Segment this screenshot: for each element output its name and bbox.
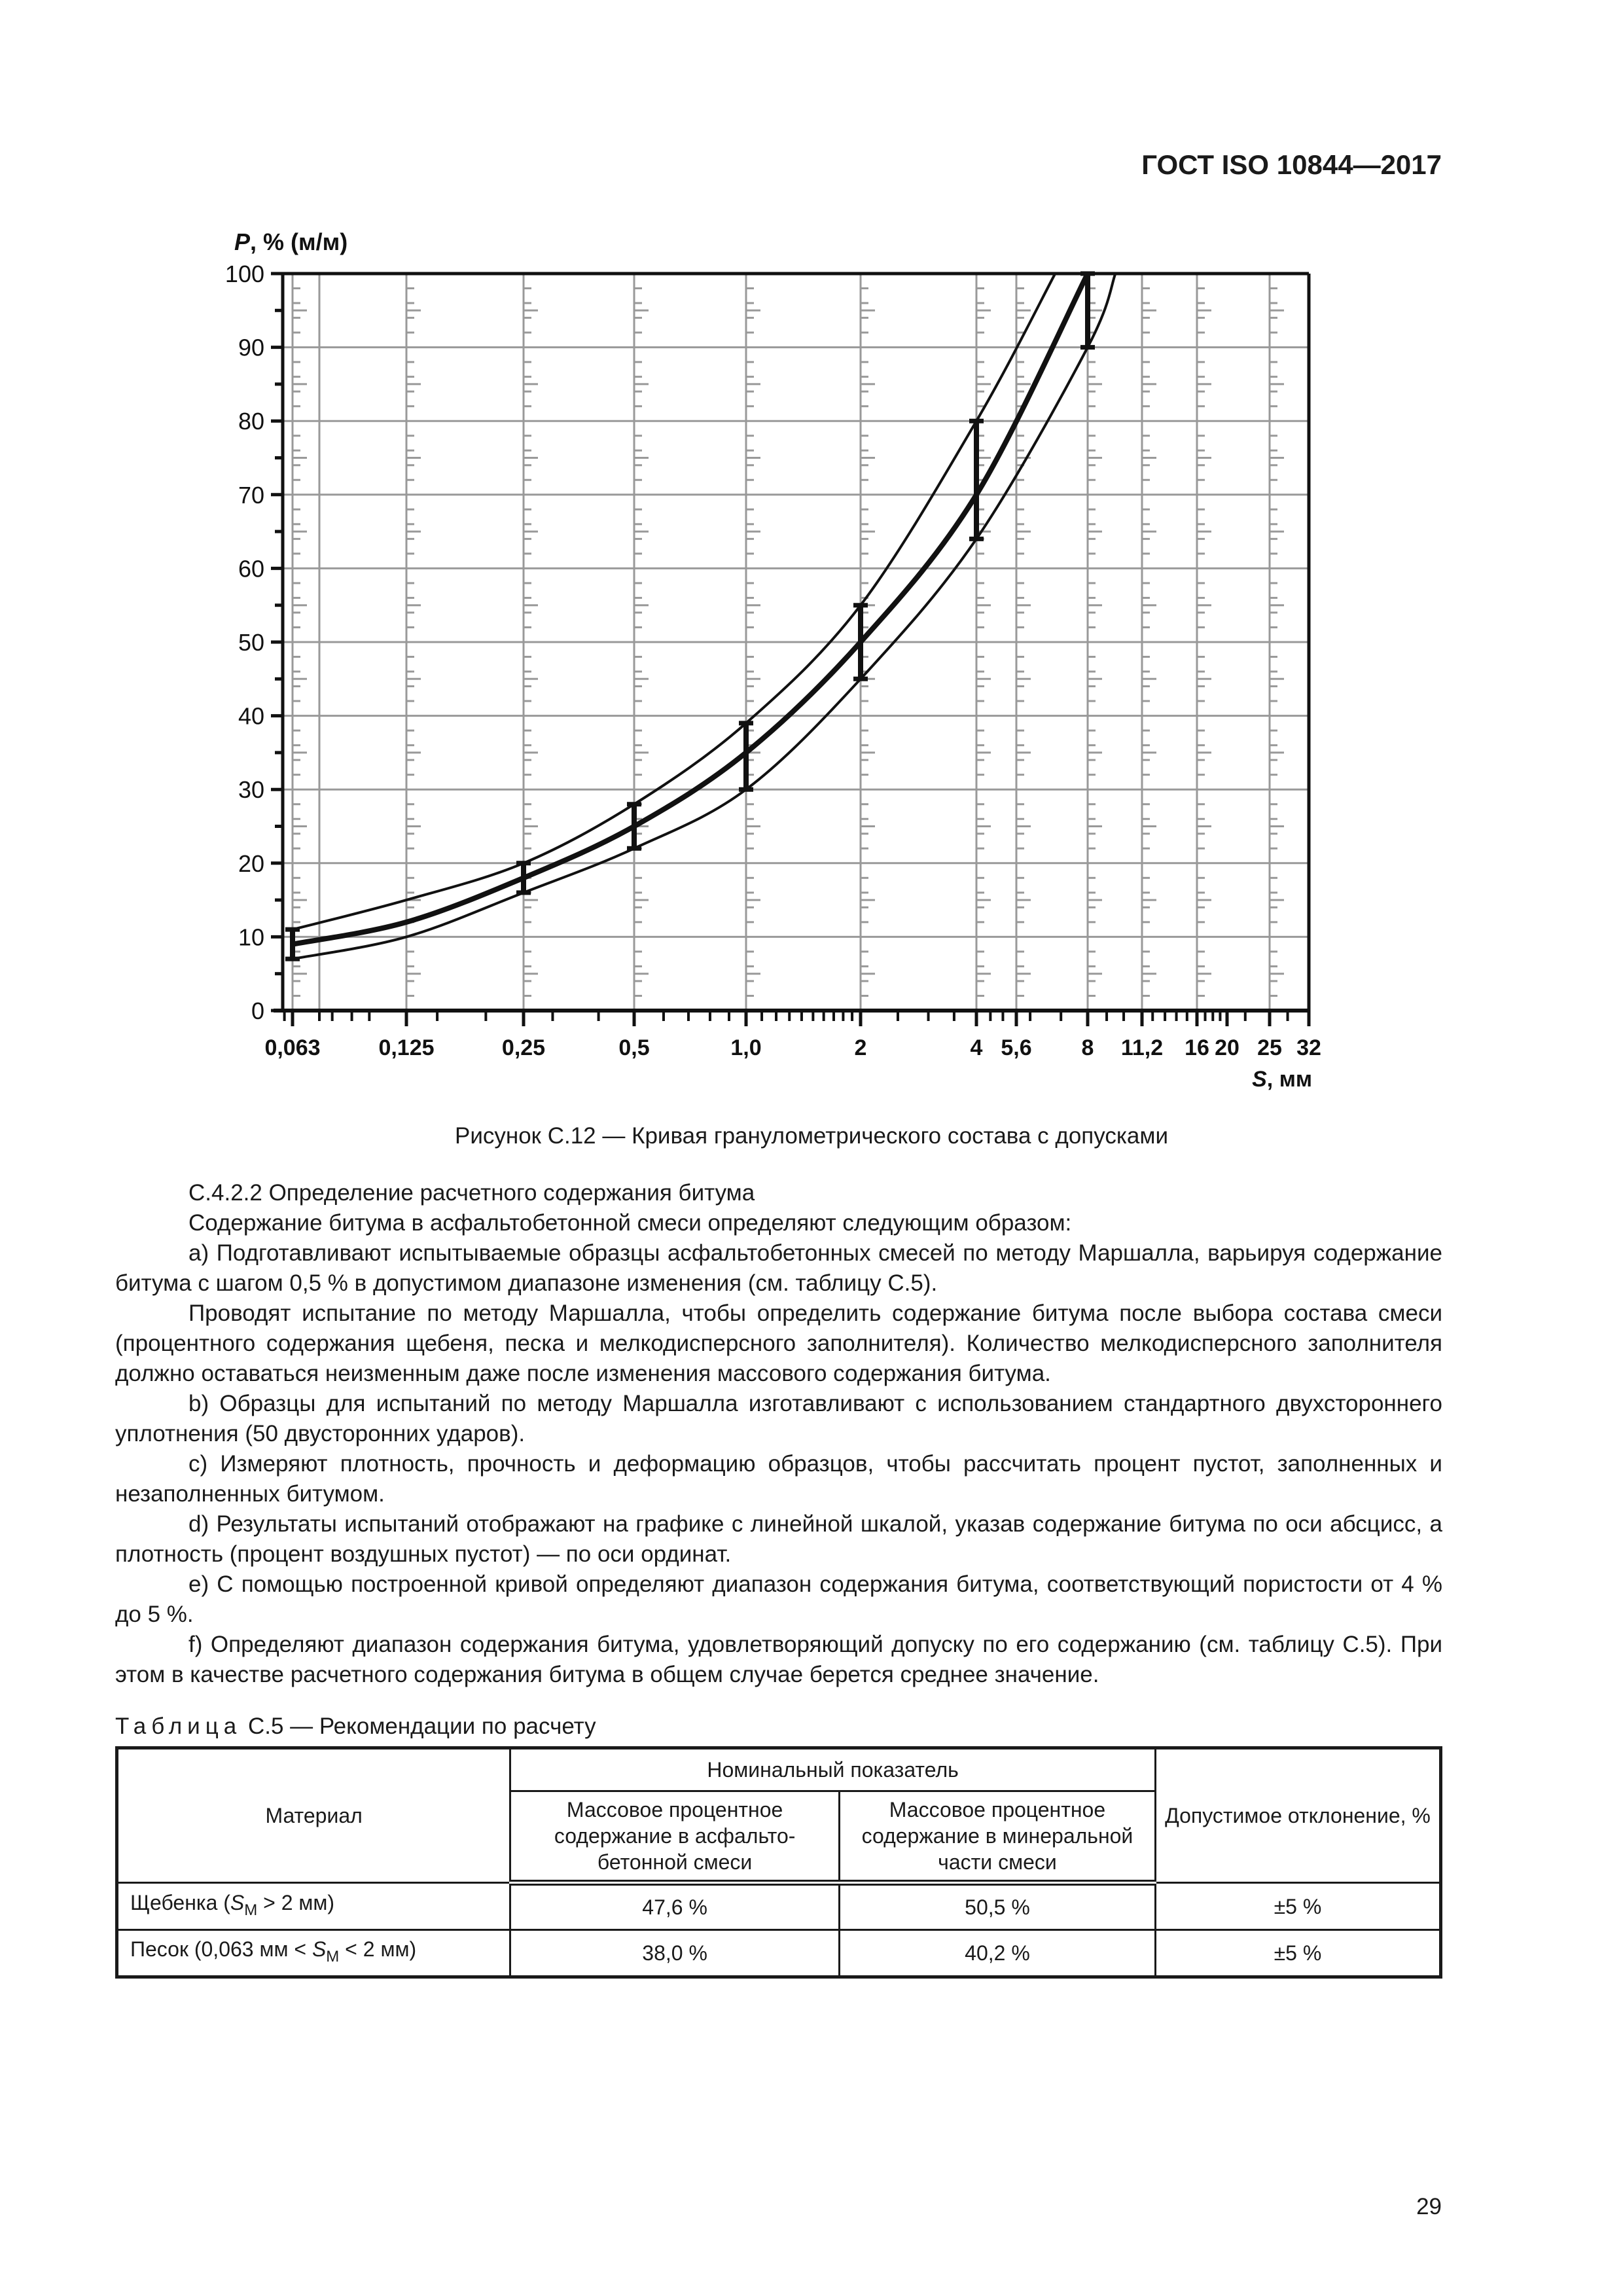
svg-text:0,063: 0,063 (264, 1035, 321, 1060)
svg-text:S, мм: S, мм (1252, 1067, 1312, 1092)
svg-text:60: 60 (238, 555, 264, 583)
header-tolerance: Допустимое отклонение, % (1155, 1748, 1440, 1883)
svg-text:50: 50 (238, 629, 264, 656)
svg-text:10: 10 (238, 924, 264, 951)
svg-text:1,0: 1,0 (730, 1035, 762, 1060)
paragraph-item-b: b) Образцы для испытаний по методу Маршалла изготавливают с использованием стандартного двухстороннего уплотнения (50 двусторонних ударов). (115, 1391, 1442, 1446)
header-nominal: Номинальный показатель (510, 1748, 1156, 1791)
paragraph-item-c: c) Измеряют плотность, прочность и деформацию образцов, чтобы рассчитать процент пустот, заполненных и незаполненных битумом. (115, 1451, 1442, 1507)
document-code: ГОСТ ISO 10844—2017 (1141, 149, 1442, 180)
cell-asphalt: 38,0 % (510, 1930, 840, 1977)
svg-text:11,2: 11,2 (1120, 1035, 1164, 1060)
cell-mineral: 50,5 % (840, 1883, 1156, 1930)
curve-1 (293, 274, 1088, 944)
table-title-prefix: Таблица (115, 1713, 242, 1739)
page-number: 29 (1416, 2194, 1442, 2219)
svg-text:16: 16 (1185, 1035, 1209, 1060)
svg-text:25: 25 (1257, 1035, 1282, 1060)
svg-text:P, % (м/м): P, % (м/м) (234, 228, 348, 255)
paragraph: Содержание битума в асфальтобетонной смеси определяют следующим образом: (188, 1210, 1072, 1236)
svg-text:80: 80 (238, 408, 264, 435)
header-material: Материал (117, 1748, 510, 1883)
svg-text:2: 2 (854, 1035, 867, 1060)
section-heading: С.4.2.2 Определение расчетного содержания битума (188, 1180, 755, 1206)
cell-tolerance: ±5 % (1155, 1883, 1440, 1930)
svg-text:0: 0 (251, 997, 264, 1024)
header-mass-mineral: Массовое процентное содержание в минеральной части смеси (840, 1791, 1156, 1883)
svg-text:0,125: 0,125 (378, 1035, 435, 1060)
svg-text:70: 70 (238, 481, 264, 509)
svg-text:32: 32 (1296, 1035, 1321, 1060)
svg-text:40: 40 (238, 702, 264, 730)
curve-2 (293, 274, 1115, 959)
chart-curves (293, 274, 1115, 959)
paragraph-item-f: f) Определяют диапазон содержания битума, удовлетворяющий допуску по его содержанию (см. таблицу С.5). При этом в качестве расчетного содержания битума в общем случае берется среднее значение. (115, 1632, 1442, 1687)
svg-text:30: 30 (238, 776, 264, 804)
svg-text:5,6: 5,6 (1001, 1035, 1032, 1060)
paragraph-item-d: d) Результаты испытаний отображают на графике с линейной шкалой, указав содержание битума по оси абсцисс, а плотность (процент воздушных пустот) — по оси ординат. (115, 1511, 1442, 1567)
table-title-rest: С.5 — Рекомендации по расчету (241, 1713, 596, 1739)
cell-material: Песок (0,063 мм < $S_M < 2$ мм) (117, 1930, 510, 1977)
cell-mineral: 40,2 % (840, 1930, 1156, 1977)
cell-asphalt: 47,6 % (510, 1883, 840, 1930)
figure-caption: Рисунок С.12 — Кривая гранулометрического состава с допусками (454, 1123, 1169, 1149)
chart-labels (225, 228, 1321, 1092)
svg-text:100: 100 (224, 260, 264, 287)
table-row (117, 1930, 1441, 1977)
cell-material: Щебенка ($S_M > 2$ мм) (117, 1883, 510, 1930)
svg-text:20: 20 (238, 850, 264, 877)
section-body (115, 1178, 1442, 1690)
paragraph-item-e: e) С помощью построенной кривой определяют диапазон содержания битума, соответствующий пористости от 4 % до 5 %. (115, 1571, 1442, 1627)
table-title (115, 1713, 596, 1740)
header-mass-asphalt: Массовое процентное содержание в асфальто-бетонной смеси (510, 1791, 840, 1883)
svg-text:0,25: 0,25 (501, 1035, 546, 1060)
svg-text:8: 8 (1081, 1035, 1094, 1060)
svg-text:0,5: 0,5 (618, 1035, 650, 1060)
table-row (117, 1883, 1441, 1930)
svg-text:90: 90 (238, 334, 264, 361)
cell-tolerance: ±5 % (1155, 1930, 1440, 1977)
paragraph-item-a: a) Подготавливают испытываемые образцы асфальтобетонных смесей по методу Маршалла, варьируя содержание битума с шагом 0,5 % в допустимом диапазоне изменения (см. таблицу С.5). (115, 1240, 1442, 1296)
svg-text:20: 20 (1215, 1035, 1240, 1060)
svg-text:4: 4 (970, 1035, 983, 1060)
paragraph: Проводят испытание по методу Маршалла, чтобы определить содержание битума после выбора состава смеси (процентного содержания щебеня, песка и мелкодисперсного заполнителя). Количество мелкодисперсного заполнителя должно оставаться неизменным даже после изменения массового содержания битума. (115, 1300, 1442, 1386)
recommendations-table (115, 1746, 1442, 1979)
grading-curve-chart (0, 0, 1623, 1113)
chart-canvas (0, 0, 1623, 1113)
